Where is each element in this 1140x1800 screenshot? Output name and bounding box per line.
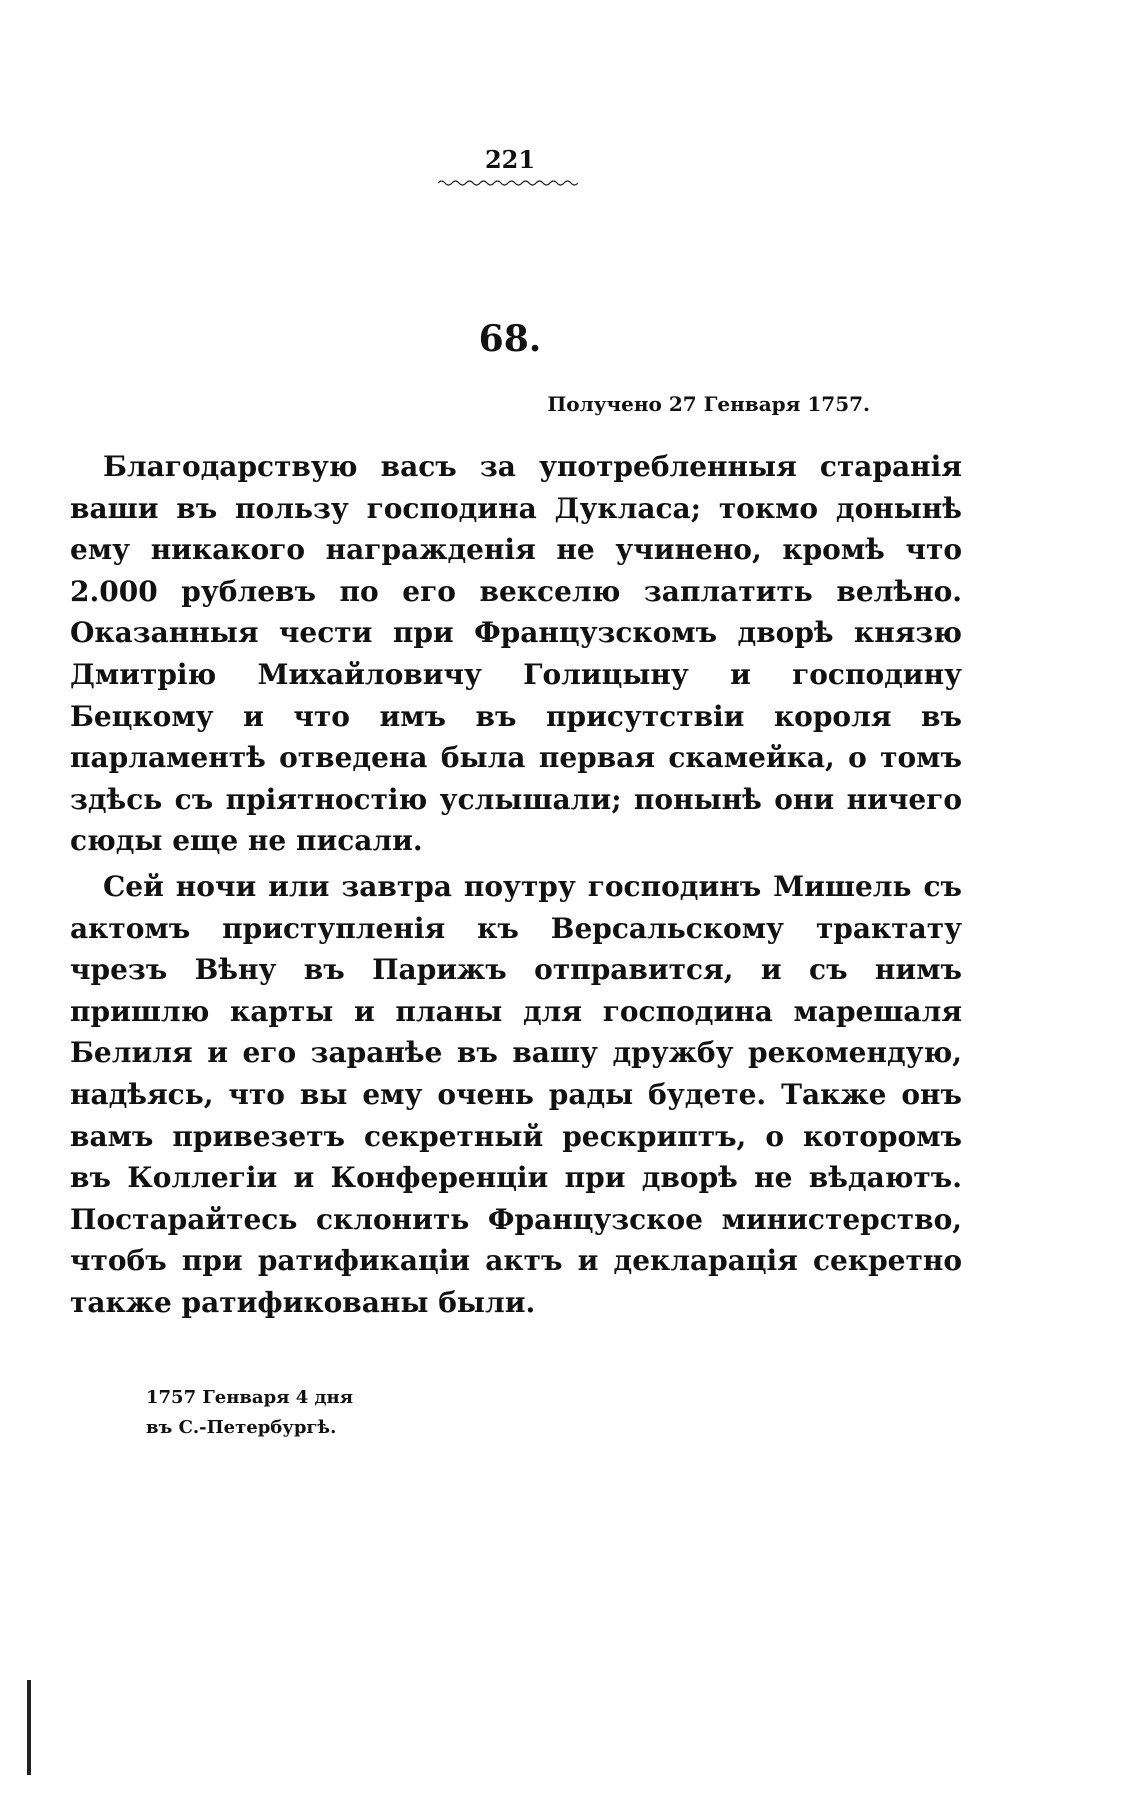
signature-block xyxy=(146,1383,353,1443)
document-number: 68. xyxy=(478,318,542,360)
signature-place: въ С.-Петербургѣ. xyxy=(146,1417,337,1438)
page-number: 221 xyxy=(484,145,536,174)
margin-scan-mark xyxy=(27,1680,31,1775)
paragraph-1: Благодарствую васъ за употребленныя старанія ваши въ пользу господина Дукласа; токмо донынѣ ему никакого награжденія не учинено, кромѣ что 2.000 рублевъ по его векселю заплатить велѣно. Оказанныя чести при Французскомъ дворѣ князю Дмитрію Михайловичу Голицыну и господину Бецкому и что имъ въ присутствіи короля въ парламентѣ отведена была первая скамейка, о томъ здѣсь съ пріятностію услышали; понынѣ они ничего сюды еще не писали. xyxy=(70,450,962,858)
paragraph-2: Сей ночи или завтра поутру господинъ Мишель съ актомъ приступленія къ Версальскому трактату чрезъ Вѣну въ Парижъ отправится, и съ нимъ пришлю карты и планы для господина марешаля Белиля и его заранѣе въ вашу дружбу рекомендую, надѣясь, что вы ему очень рады будете. Также онъ вамъ привезетъ секретный рескриптъ, о которомъ въ Коллегіи и Конференціи при дворѣ не вѣдаютъ. Постарайтесь склонить Французское министерство, чтобъ при ратификаціи актъ и декларація секретно также ратификованы были. xyxy=(70,869,962,1319)
received-note: Получено 27 Генваря 1757. xyxy=(547,392,870,416)
wavy-rule xyxy=(438,178,578,188)
letter-body xyxy=(70,446,962,1323)
signature-date: 1757 Генваря 4 дня xyxy=(146,1387,353,1408)
